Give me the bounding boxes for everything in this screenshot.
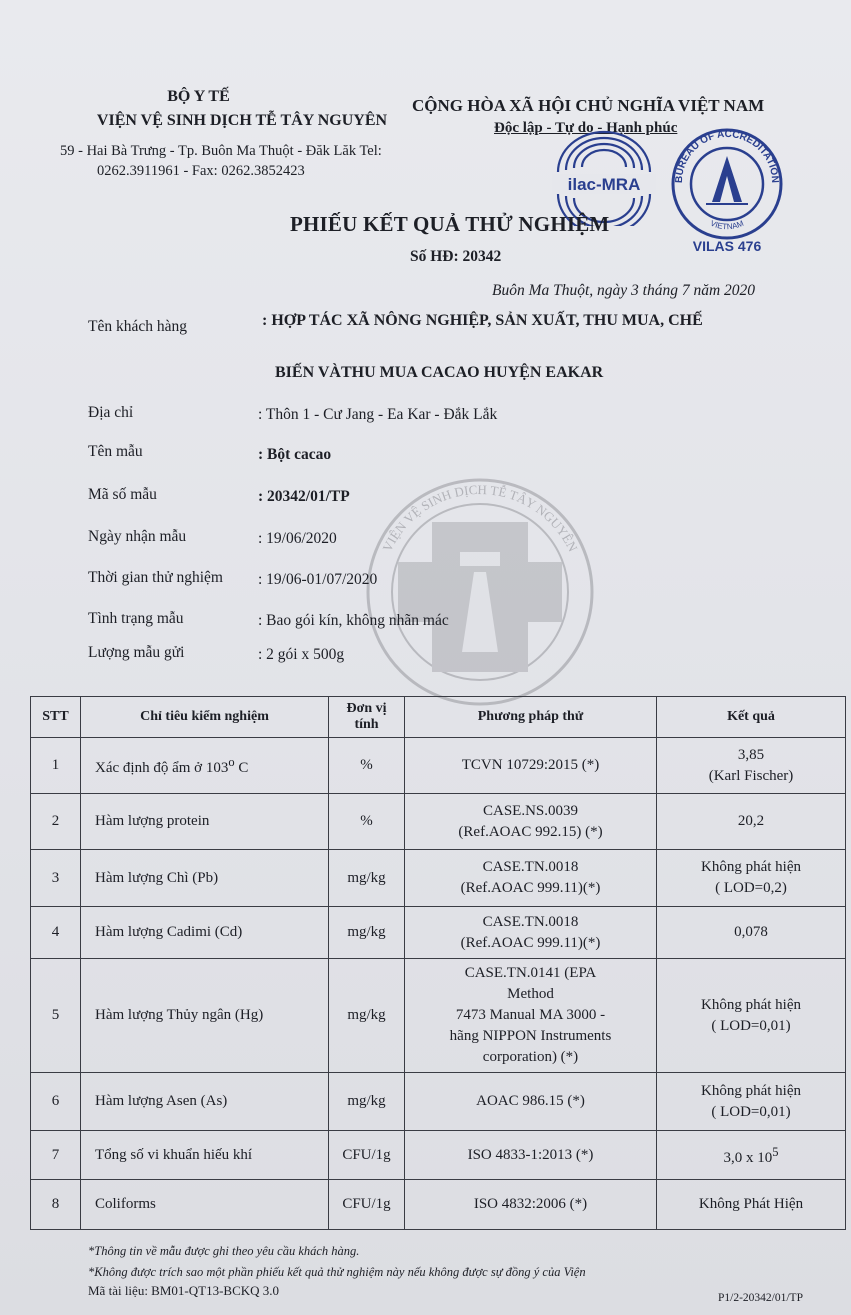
row-stt (31, 1073, 81, 1131)
col-unit-line1: Đơn vị (346, 701, 387, 716)
unit-value: % (360, 757, 373, 773)
result-superscript: 5 (772, 1144, 779, 1159)
table-row (31, 959, 846, 1073)
row-indicator (81, 850, 329, 907)
document-title: PHIẾU KẾT QUẢ THỬ NGHIỆM (290, 212, 610, 236)
row-indicator (81, 1180, 329, 1230)
institute-address: 59 - Hai Bà Trưng - Tp. Buôn Ma Thuột - Đăk Lăk Tel: (60, 143, 382, 159)
col-stt: STT (31, 697, 81, 738)
method-line: hãng NIPPON Instruments (449, 1028, 612, 1044)
footnote-copy-restriction: *Không được trích sao một phần phiếu kết quả thử nghiệm này nếu không được sự đồng ý của Viện (88, 1265, 586, 1279)
unit-value: mg/kg (347, 869, 386, 886)
indicator-name: Coliforms (95, 1196, 156, 1212)
unit-value: mg/kg (347, 1093, 386, 1109)
stt-value: 6 (51, 1093, 60, 1109)
result-line: (Karl Fischer) (708, 767, 794, 784)
republic-heading: CỘNG HÒA XÃ HỘI CHỦ NGHĨA VIỆT NAM (412, 96, 765, 115)
sample-name-label: Tên mẫu (88, 443, 143, 460)
table-row (31, 850, 846, 907)
table-header-row (31, 697, 846, 738)
result-line: Không phát hiện (701, 996, 801, 1013)
indicator-name: Hàm lượng Thủy ngân (Hg) (95, 1007, 264, 1023)
national-motto: Độc lập - Tự do - Hạnh phúc (494, 120, 678, 136)
contract-number: Số HĐ: 20342 (410, 248, 502, 265)
address-value: : Thôn 1 - Cư Jang - Ea Kar - Đắk Lắk (258, 406, 498, 423)
sample-code-label: Mã số mẫu (88, 486, 157, 503)
row-indicator (81, 907, 329, 959)
result-line: Không phát hiện (701, 1082, 801, 1099)
stt-value: 1 (51, 757, 60, 773)
indicator-name: Tổng số vi khuẩn hiếu khí (95, 1146, 253, 1163)
test-period-value: : 19/06-01/07/2020 (258, 571, 378, 588)
col-result: Kết quả (657, 697, 846, 738)
result-line: 20,2 (737, 813, 765, 829)
method-line: 7473 Manual MA 3000 - (455, 1007, 606, 1023)
table-row (31, 1131, 846, 1180)
table-row (31, 794, 846, 850)
unit-value: CFU/1g (342, 1146, 391, 1163)
table-row (31, 1180, 846, 1230)
result-line: ( LOD=0,2) (715, 880, 787, 896)
customer-label: Tên khách hàng (88, 318, 187, 335)
unit-value: CFU/1g (342, 1196, 391, 1212)
row-unit (329, 1131, 405, 1180)
unit-value: % (360, 813, 373, 829)
method-line: CASE.TN.0018 (482, 859, 579, 875)
stt-value: 4 (51, 924, 60, 940)
sample-code-value: : 20342/01/TP (258, 488, 350, 505)
results-table (30, 696, 846, 1230)
method-line: ISO 4833-1:2013 (*) (467, 1146, 594, 1163)
row-stt (31, 1131, 81, 1180)
col-unit-line2: tính (354, 717, 379, 732)
indicator-name: Hàm lượng protein (95, 813, 210, 829)
row-method (405, 907, 657, 959)
stt-value: 7 (51, 1146, 60, 1163)
result-line: Không phát hiện (701, 859, 801, 875)
row-stt (31, 738, 81, 794)
form-code: Mã tài liệu: BM01-QT13-BCKQ 3.0 (88, 1283, 280, 1298)
result-line: 3,85 (737, 746, 765, 763)
method-line: (Ref.AOAC 999.11)(*) (460, 934, 601, 951)
col-indicator: Chỉ tiêu kiểm nghiệm (81, 697, 329, 738)
unit-value: mg/kg (347, 1007, 386, 1023)
table-row (31, 907, 846, 959)
row-unit (329, 794, 405, 850)
method-line: CASE.TN.0018 (482, 913, 579, 930)
sample-name-value: : Bột cacao (258, 446, 332, 463)
row-stt (31, 959, 81, 1073)
row-result (657, 738, 846, 794)
sample-quantity-label: Lượng mẫu gửi (88, 644, 185, 661)
row-stt (31, 850, 81, 907)
row-method (405, 738, 657, 794)
method-line: (Ref.AOAC 992.15) (*) (458, 823, 603, 840)
method-line: corporation) (*) (482, 1049, 579, 1065)
row-result (657, 1131, 846, 1180)
indicator-unit-suffix: C (234, 760, 249, 776)
stt-value: 2 (51, 813, 60, 829)
row-result (657, 907, 846, 959)
result-line: ( LOD=0,01) (711, 1017, 791, 1034)
received-date-value: : 19/06/2020 (258, 530, 337, 547)
row-indicator (81, 794, 329, 850)
customer-name-line1: : HỢP TÁC XÃ NÔNG NGHIỆP, SẢN XUẤT, THU MUA, CHẾ (262, 312, 703, 329)
vilas-code: VILAS 476 (692, 238, 762, 254)
table-row (31, 1073, 846, 1131)
row-unit (329, 850, 405, 907)
sample-condition-value: : Bao gói kín, không nhãn mác (258, 612, 449, 629)
indicator-name: Hàm lượng Chì (Pb) (95, 869, 219, 886)
indicator-name: Hàm lượng Asen (As) (95, 1093, 228, 1109)
row-method (405, 794, 657, 850)
customer-name-line2: BIẾN VÀTHU MUA CACAO HUYỆN EAKAR (275, 364, 604, 381)
row-indicator (81, 959, 329, 1073)
row-indicator (81, 1131, 329, 1180)
stt-value: 3 (51, 869, 60, 886)
method-line: CASE.NS.0039 (482, 802, 579, 819)
col-method: Phương pháp thử (405, 697, 657, 738)
row-result (657, 959, 846, 1073)
institute-name: VIỆN VỆ SINH DỊCH TỄ TÂY NGUYÊN (96, 112, 388, 129)
row-unit (329, 959, 405, 1073)
result-line: ( LOD=0,01) (711, 1103, 791, 1120)
row-indicator (81, 1073, 329, 1131)
watermark-text: VIỆN VỆ SINH DỊCH TỄ TÂY NGUYÊN (379, 481, 581, 554)
row-result (657, 794, 846, 850)
result-line: Không Phát Hiện (698, 1196, 804, 1212)
row-unit (329, 907, 405, 959)
issue-date: Buôn Ma Thuột, ngày 3 tháng 7 năm 2020 (492, 282, 756, 299)
institute-phone-fax: 0262.3911961 - Fax: 0262.3852423 (97, 163, 305, 179)
method-line: Method (507, 986, 554, 1002)
row-stt (31, 794, 81, 850)
method-line: ISO 4832:2006 (*) (473, 1196, 588, 1212)
sample-quantity-value: : 2 gói x 500g (258, 646, 345, 663)
row-result (657, 1073, 846, 1131)
result-line: 0,078 (734, 924, 768, 940)
method-line: TCVN 10729:2015 (*) (461, 757, 600, 773)
row-method (405, 1180, 657, 1230)
row-stt (31, 907, 81, 959)
table-row (31, 738, 846, 794)
vilas-country-text: VIETNAM (709, 218, 745, 232)
vilas-ring-text: BUREAU OF ACCREDITATION (673, 128, 781, 184)
result-line: 3,0 x 10 (723, 1149, 773, 1166)
row-result (657, 1180, 846, 1230)
ministry-name: BỘ Y TẾ (167, 88, 230, 105)
row-method (405, 959, 657, 1073)
unit-value: mg/kg (347, 924, 386, 940)
indicator-name: Hàm lượng Cadimi (Cd) (95, 924, 243, 940)
address-label: Địa chỉ (88, 404, 134, 421)
ilac-text: ilac-MRA (567, 175, 641, 194)
method-line: AOAC 986.15 (*) (476, 1093, 585, 1109)
stt-value: 8 (51, 1196, 60, 1212)
indicator-name: Xác định độ ẩm ở 103 (95, 760, 229, 776)
row-method (405, 1073, 657, 1131)
method-line: (Ref.AOAC 999.11)(*) (460, 880, 601, 896)
col-unit (329, 697, 405, 738)
footnote-sample-info: *Thông tin về mẫu được ghi theo yêu cầu khách hàng. (88, 1244, 360, 1258)
row-result (657, 850, 846, 907)
sample-condition-label: Tình trạng mẫu (88, 610, 184, 627)
institute-watermark-seal (362, 452, 598, 732)
row-method (405, 850, 657, 907)
row-method (405, 1131, 657, 1180)
received-date-label: Ngày nhận mẫu (88, 528, 187, 545)
vilas-accreditation-logo (668, 126, 786, 256)
row-indicator (81, 738, 329, 794)
page-code: P1/2-20342/01/TP (718, 1292, 803, 1304)
row-unit (329, 1180, 405, 1230)
row-unit (329, 1073, 405, 1131)
row-stt (31, 1180, 81, 1230)
test-period-label: Thời gian thử nghiệm (88, 569, 223, 586)
indicator-superscript: o (228, 755, 235, 769)
method-line: CASE.TN.0141 (EPA (464, 965, 597, 981)
stt-value: 5 (51, 1007, 60, 1023)
row-unit (329, 738, 405, 794)
